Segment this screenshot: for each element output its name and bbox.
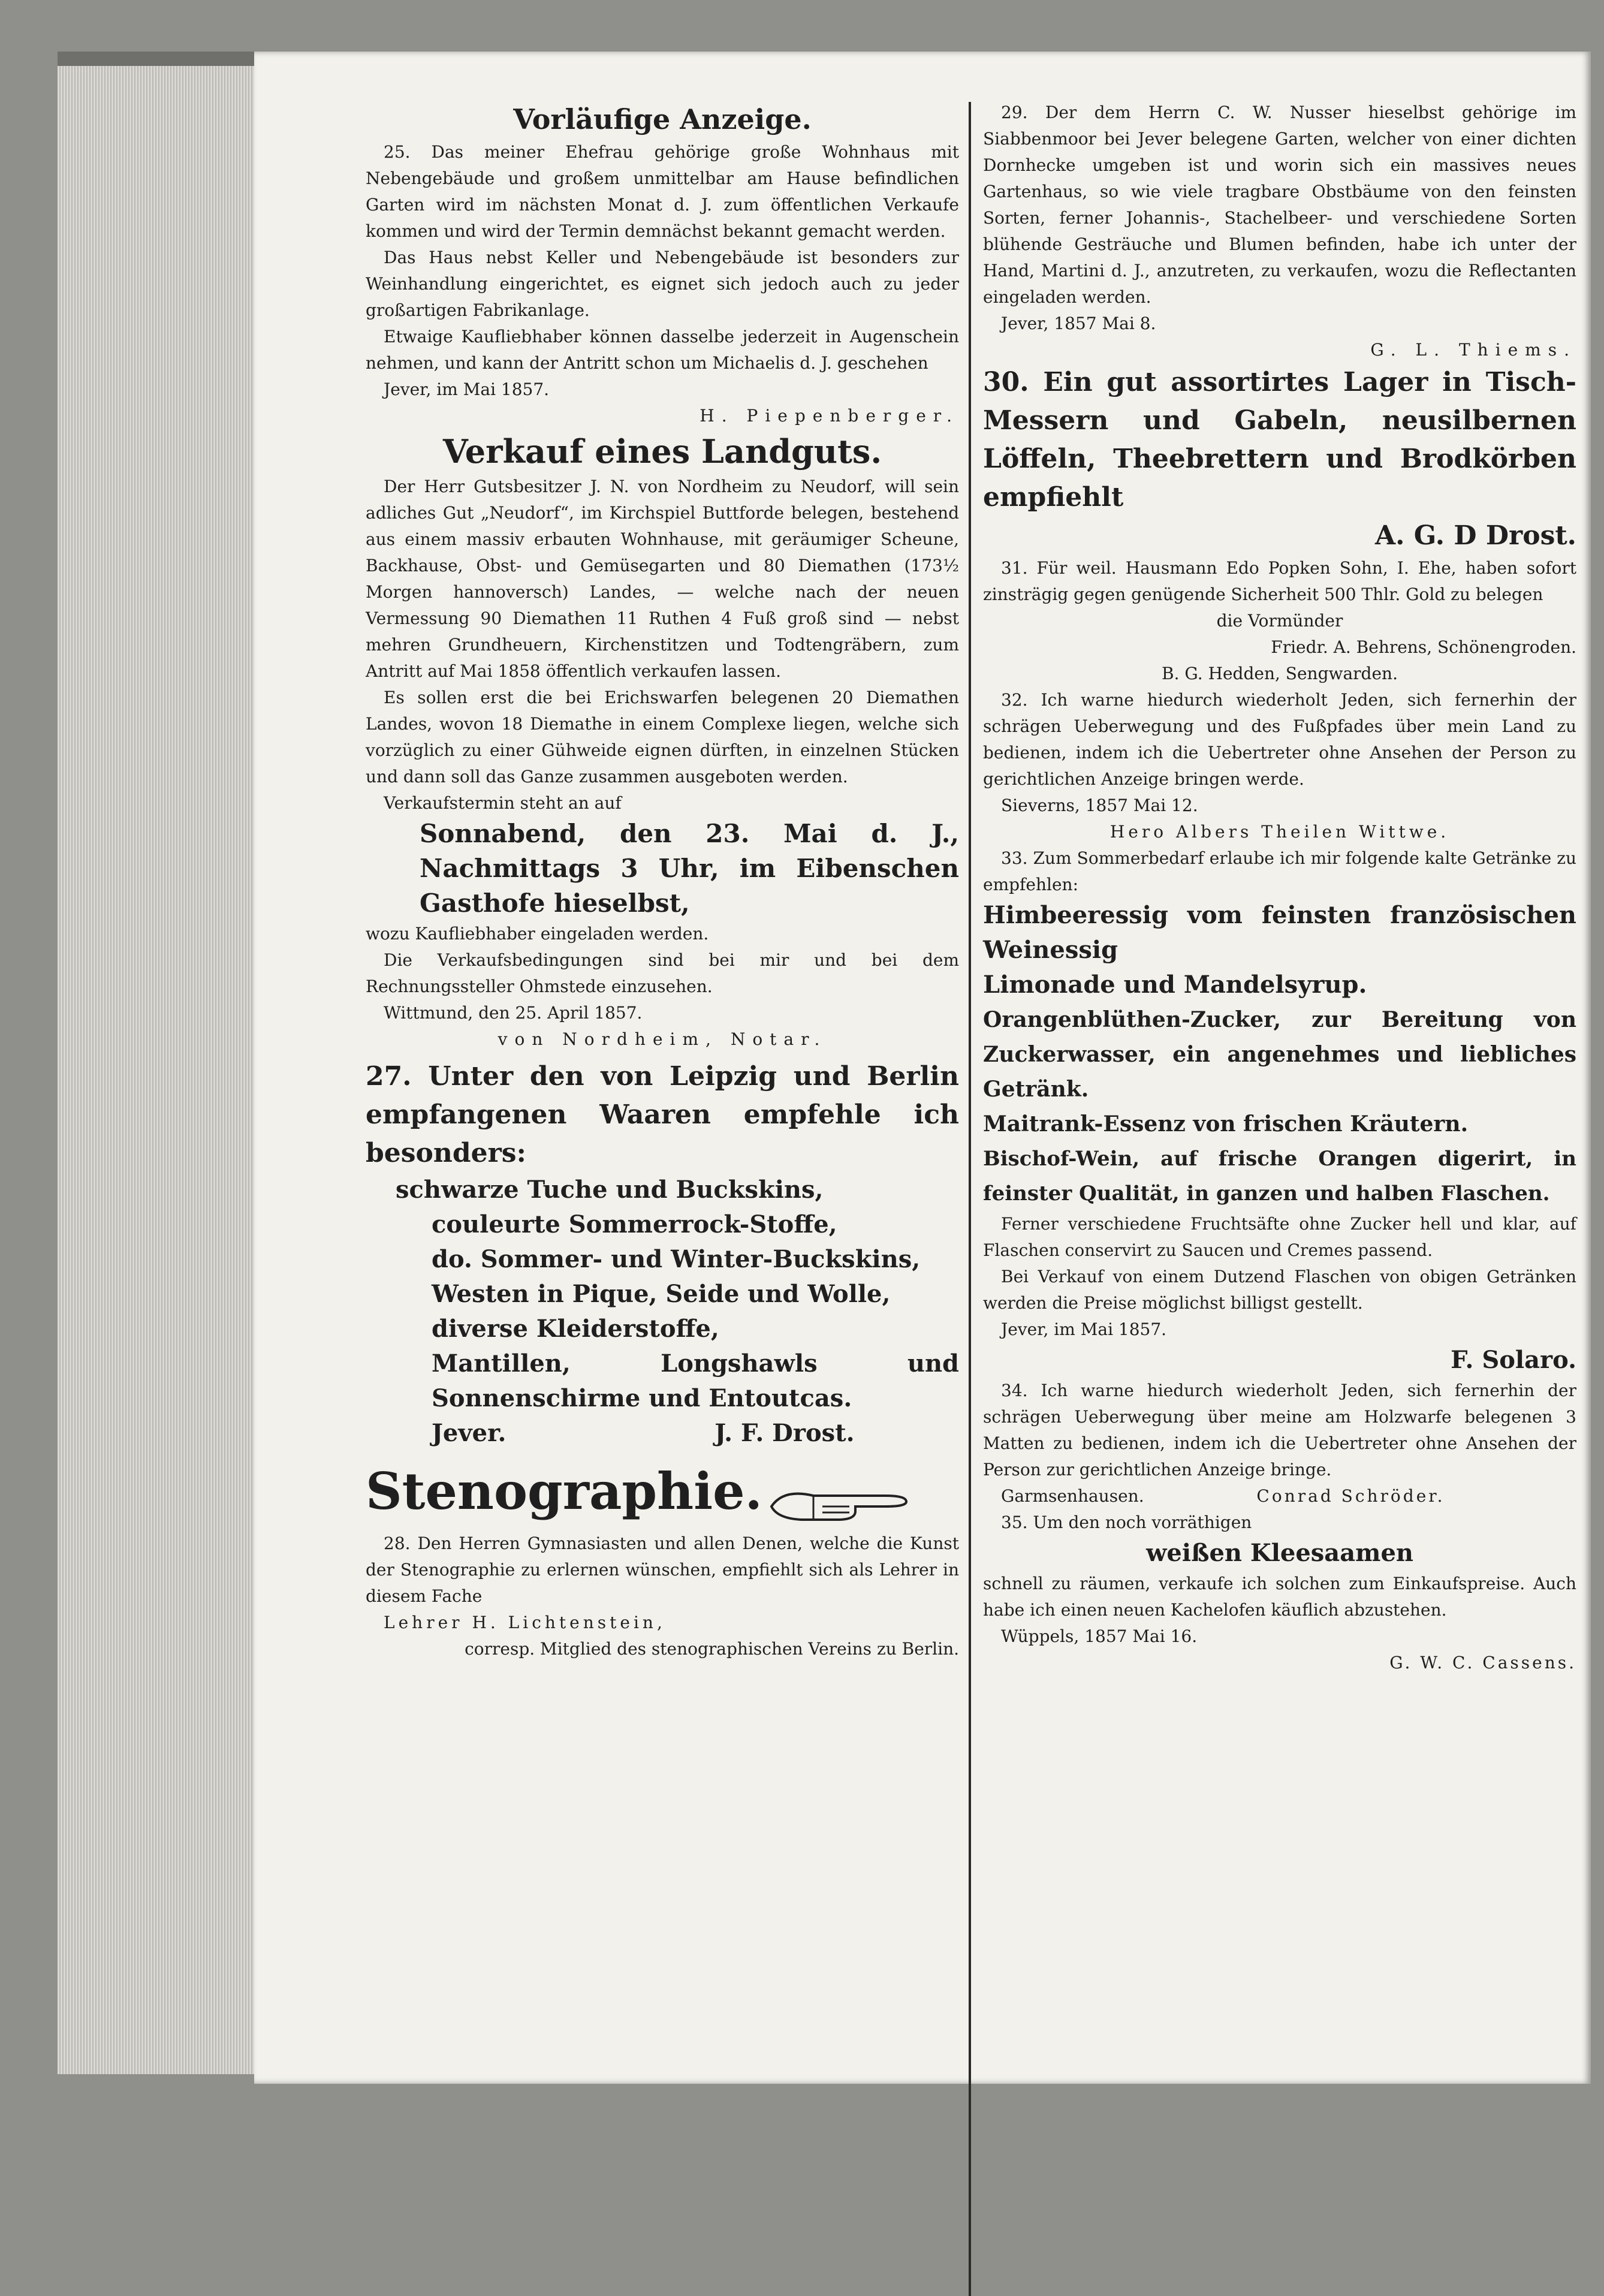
- ad-26-date: Wittmund, den 25. April 1857.: [384, 1003, 643, 1023]
- ad-32-body: 32. Ich warne hiedurch wiederholt Jeden, sich fernerhin der schrägen Ueberwegung und des Fußpfades über mein Land zu bedienen, indem ich die Uebertreter ohne Ansehen der Person zu gerichtlichen Anzeige bringen werde.: [983, 690, 1576, 789]
- ad-33-item-1: Himbeeressig vom feinsten französischen Weinessig: [983, 901, 1576, 964]
- ad-29: [983, 100, 1576, 363]
- ad-34: [983, 1378, 1576, 1509]
- ad-27-signature: J. F. Drost.: [714, 1419, 855, 1447]
- ad-34-signature: Conrad Schröder.: [1256, 1486, 1445, 1506]
- ad-33-item-6: Ferner verschiedene Fruchtsäfte ohne Zucker hell und klar, auf Flaschen conservirt zu Saucen und Cremes passend.: [983, 1214, 1576, 1260]
- ad-29-body: 29. Der dem Herrn C. W. Nusser hieselbst gehörige im Siabbenmoor bei Jever belegene Garten, welcher von einer dichten Dornhecke umgeben ist und worin sich ein massives neues Gartenhaus, so wie viele tragbare Obstbäume von den feinsten Sorten, ferner Johannis-, Stachelbeer- und verschiedene Sorten blühende Gesträuche und Blumen befinden, habe ich unter der Hand, Martini d. J., anzutreten, zu verkaufen, wozu die Reflectanten eingeladen werden.: [983, 103, 1576, 307]
- ad-29-signature: G. L. Thiems.: [1370, 340, 1576, 360]
- ad-28: [366, 1463, 959, 1662]
- right-column: [983, 100, 1576, 1676]
- ad-35-signature: G. W. C. Cassens.: [1389, 1653, 1576, 1673]
- ad-25-body2: Das Haus nebst Keller und Nebengebäude ist besonders zur Weinhandlung eingerichtet, es eignet sich jedoch auch zu jeder großartigen Fabrikanlage.: [366, 248, 959, 320]
- ad-33-item-3: Orangenblüthen-Zucker, zur Bereitung von Zuckerwasser, ein angenehmes und liebliches Getränk.: [983, 1007, 1576, 1102]
- ad-26-date-announcement: Sonnabend, den 23. Mai d. J., Nachmittags 3 Uhr, im Eibenschen Gasthofe hieselbst,: [420, 819, 959, 918]
- ad-26-body1: Der Herr Gutsbesitzer J. N. von Nordheim zu Neudorf, will sein adliches Gut „Neudorf“, im Kirchspiel Buttforde belegen, bestehend aus einem massiv erbauten Wohnhause, mit geräumiger Scheune, Backhause, Obst- und Gemüsegarten und 80 Diemathen (173½ Morgen hannoversch) Landes, — welche nach der neuen Vermessung 90 Diemathen 11 Ruthen 4 Fuß groß sind — nebst mehren Grundheuern, Kirchenstitzen und Todtengräbern, zum Antritt auf Mai 1858 öffentlich verkaufen lassen.: [366, 477, 959, 681]
- ad-27-item-5: diverse Kleiderstoffe,: [432, 1315, 719, 1343]
- ad-29-date: Jever, 1857 Mai 8.: [1001, 314, 1156, 333]
- ad-31-sub: die Vormünder: [1216, 611, 1343, 631]
- ad-28-signature: Lehrer H. Lichtenstein,: [384, 1612, 666, 1632]
- ad-35-body: schnell zu räumen, verkaufe ich solchen zum Einkaufspreise. Auch habe ich einen neuen Kachelofen käuflich abzustehen.: [983, 1574, 1576, 1620]
- ad-33-item-5: Bischof-Wein, auf frische Orangen digerirt, in feinster Qualität, in ganzen und halben Flaschen.: [983, 1147, 1576, 1206]
- ad-33-item-2: Limonade und Mandelsyrup.: [983, 971, 1367, 999]
- ad-27-place: Jever.: [432, 1419, 506, 1447]
- ad-30-signature: A. G. D Drost.: [1375, 520, 1576, 551]
- left-column: [366, 100, 959, 1662]
- ad-27-item-2: couleurte Sommerrock-Stoffe,: [432, 1210, 837, 1239]
- book-page-edges: [58, 66, 255, 2074]
- ad-31-body: 31. Für weil. Hausmann Edo Popken Sohn, I. Ehe, haben sofort zinsträgig gegen genügende Sicherheit 500 Thlr. Gold zu belegen: [983, 558, 1576, 604]
- ad-33: [983, 845, 1576, 1378]
- ad-35-heading: weißen Kleesaamen: [1146, 1539, 1413, 1567]
- ad-35-intro: 35. Um den noch vorräthigen: [1001, 1512, 1252, 1532]
- column-divider: [969, 102, 971, 2296]
- pointing-hand-icon: [765, 1483, 921, 1530]
- ad-34-place: Garmsenhausen.: [1001, 1486, 1144, 1506]
- ad-26-body3: Verkaufstermin steht an auf: [384, 793, 622, 813]
- ad-31-sig2: B. G. Hedden, Sengwarden.: [1162, 664, 1398, 683]
- ad-32-date: Sieverns, 1857 Mai 12.: [1001, 796, 1198, 815]
- ad-31-sig1: Friedr. A. Behrens, Schönengroden.: [1271, 637, 1576, 657]
- ad-26: [366, 429, 959, 1053]
- ad-25-signature: H. Piepenberger.: [700, 406, 959, 426]
- ad-26-heading: Verkauf eines Landguts.: [442, 432, 882, 471]
- ad-35-date: Wüppels, 1857 Mai 16.: [1001, 1626, 1198, 1646]
- ad-27-item-3: do. Sommer- und Winter-Buckskins,: [432, 1245, 921, 1273]
- ad-25-body1: 25. Das meiner Ehefrau gehörige große Wohnhaus mit Nebengebäude und großem unmittelbar am Hause befindlichen Garten wird im nächsten Monat d. J. zum öffentlichen Verkaufe kommen und wird der Termin demnächst bekannt gemacht werden.: [366, 142, 959, 241]
- ad-27-item-6: Mantillen, Longshawls und Sonnenschirme und Entoutcas.: [432, 1349, 959, 1412]
- ad-34-body: 34. Ich warne hiedurch wiederholt Jeden, sich fernerhin der schrägen Ueberwegung über meine am Holzwarfe belegenen 3 Matten zu bedienen, indem ich die Uebertreter ohne Ansehen der Person zur gerichtlichen Anzeige bringe.: [983, 1381, 1576, 1480]
- ad-31: [983, 555, 1576, 687]
- ad-30-heading: 30. Ein gut assortirtes Lager in Tisch-Messern und Gabeln, neusilbernen Löffeln, Theebrettern und Brodkörben empfiehlt: [983, 367, 1576, 513]
- ad-25-heading: Vorläufige Anzeige.: [513, 103, 812, 135]
- ad-27-item-4: Westen in Pique, Seide und Wolle,: [432, 1280, 891, 1308]
- ad-32: [983, 687, 1576, 845]
- ad-26-signature: von Nordheim, Notar.: [498, 1029, 827, 1049]
- ad-33-item-4: Maitrank-Essenz von frischen Kräutern.: [983, 1111, 1469, 1137]
- ad-32-signature: Hero Albers Theilen Wittwe.: [1109, 822, 1450, 842]
- ad-28-heading: Stenographie.: [366, 1462, 762, 1521]
- ad-27-intro: 27. Unter den von Leipzig und Berlin empfangenen Waaren empfehle ich besonders:: [366, 1061, 959, 1168]
- ad-25-body3: Etwaige Kaufliebhaber können dasselbe jederzeit in Augenschein nehmen, und kann der Antritt schon um Michaelis d. J. geschehen: [366, 327, 959, 373]
- ad-33-date: Jever, im Mai 1857.: [1001, 1319, 1167, 1339]
- ad-28-signature2: corresp. Mitglied des stenographischen Vereins zu Berlin.: [465, 1638, 959, 1659]
- ad-25: [366, 100, 959, 429]
- ad-26-body4: wozu Kaufliebhaber eingeladen werden.: [366, 924, 709, 944]
- ad-28-body: 28. Den Herren Gymnasiasten und allen Denen, welche die Kunst der Stenographie zu erlernen wünschen, empfiehlt sich als Lehrer in diesem Fache: [366, 1533, 959, 1606]
- ad-27-item-1: schwarze Tuche und Buckskins,: [396, 1176, 824, 1204]
- ad-30: [983, 363, 1576, 555]
- ad-25-date: Jever, im Mai 1857.: [384, 379, 550, 399]
- ad-33-item-7: Bei Verkauf von einem Dutzend Flaschen von obigen Getränken werden die Preise möglichst billigst gestellt.: [983, 1267, 1576, 1313]
- ad-33-intro: 33. Zum Sommerbedarf erlaube ich mir folgende kalte Getränke zu empfehlen:: [983, 848, 1576, 894]
- ad-26-body2: Es sollen erst die bei Erichswarfen belegenen 20 Diemathen Landes, wovon 18 Diemathe in einem Complexe liegen, welche sich vorzüglich zu einer Gühweide eignen dürften, in einzelnen Stücken und dann soll das Ganze zusammen ausgeboten werden.: [366, 688, 959, 787]
- ad-27: [366, 1057, 959, 1451]
- ad-26-body5: Die Verkaufsbedingungen sind bei mir und bei dem Rechnungssteller Ohmstede einzusehen.: [366, 950, 959, 996]
- ad-33-signature: F. Solaro.: [1451, 1346, 1576, 1374]
- ad-35: [983, 1509, 1576, 1676]
